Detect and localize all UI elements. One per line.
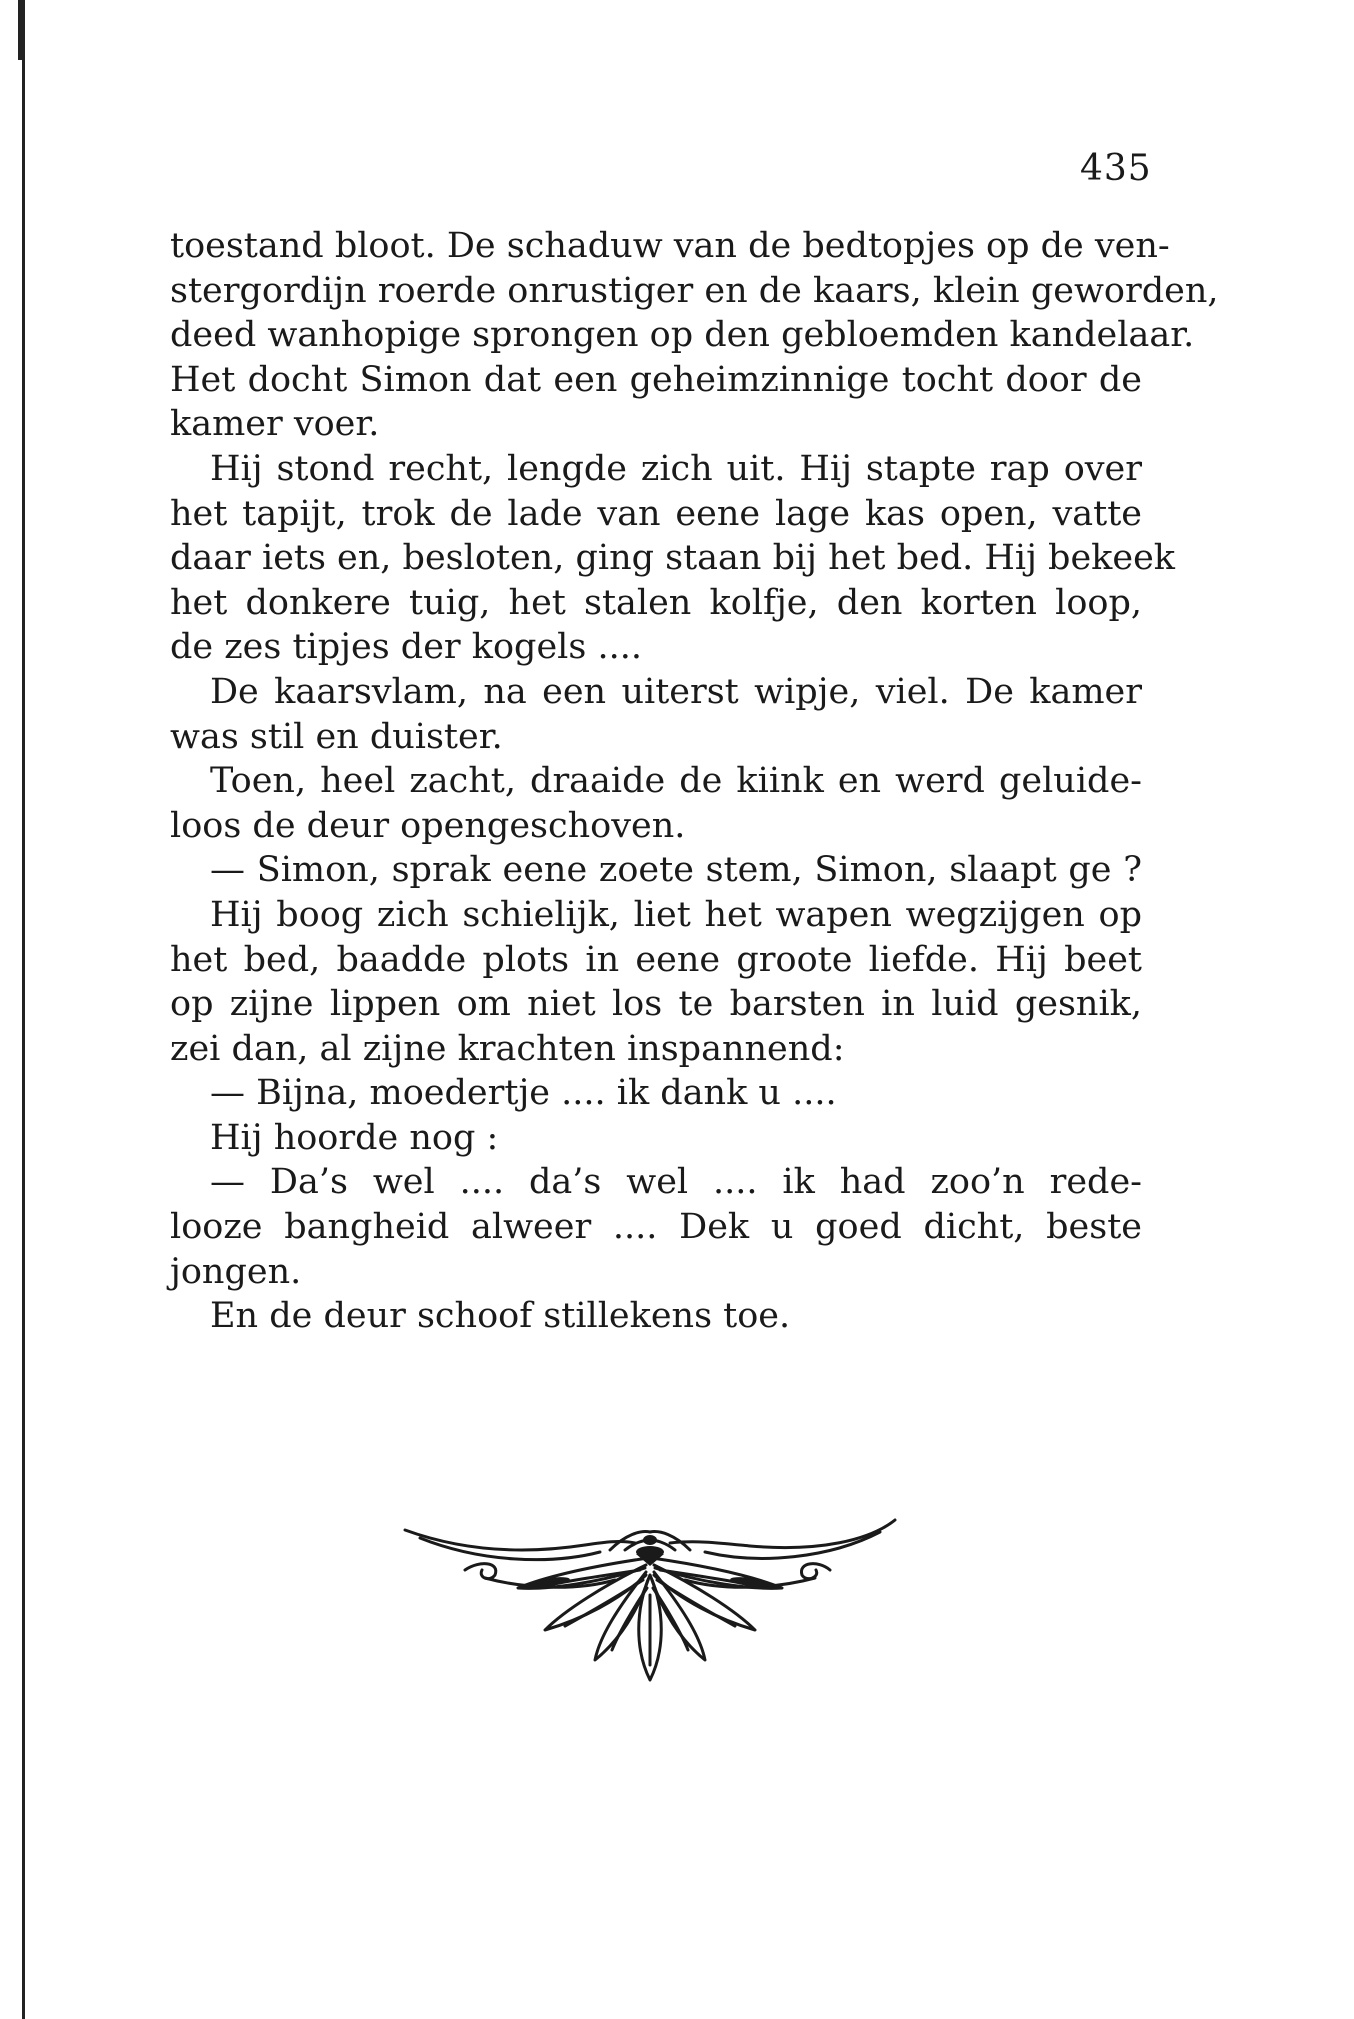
text-line: Hij boog zich schielijk, liet het wapen wegzijgen op bbox=[210, 894, 1142, 935]
text-line: het bed, baadde plots in eene groote liefde. Hij beet bbox=[170, 939, 1142, 980]
text-line: Hij stond recht, lengde zich uit. Hij stapte rap over bbox=[210, 448, 1142, 489]
text-line: Toen, heel zacht, draaide de kiink en werd geluide- bbox=[210, 761, 1142, 802]
text-line: — Da’s wel .... da’s wel .... ik had zoo’n rede- bbox=[210, 1162, 1142, 1203]
text-line: — Bijna, moedertje .... ik dank u .... bbox=[210, 1073, 837, 1114]
text-line: het tapijt, trok de lade van eene lage kas open, vatte bbox=[170, 493, 1142, 534]
text-line: Hij hoorde nog : bbox=[210, 1117, 499, 1158]
text-line: kamer voer. bbox=[170, 404, 380, 445]
body-text bbox=[170, 224, 1219, 1339]
scan-edge bbox=[22, 0, 25, 2019]
text-line: het donkere tuig, het stalen kolfje, den korten loop, bbox=[170, 582, 1142, 623]
text-line: deed wanhopige sprongen op den gebloemden kandelaar. bbox=[170, 315, 1195, 356]
text-line: de zes tipjes der kogels .... bbox=[170, 627, 642, 668]
text-line: zei dan, al zijne krachten inspannend: bbox=[170, 1028, 845, 1069]
text-line: toestand bloot. De schaduw van de bedtopjes op de ven- bbox=[170, 226, 1170, 266]
text-line: was stil en duister. bbox=[170, 716, 503, 757]
text-line: op zijne lippen om niet los te barsten in luid gesnik, bbox=[170, 984, 1142, 1025]
text-line: En de deur schoof stillekens toe. bbox=[210, 1296, 791, 1337]
text-line: stergordijn roerde onrustiger en de kaars, klein geworden, bbox=[170, 270, 1219, 311]
text-line: — Simon, sprak eene zoete stem, Simon, slaapt ge ? bbox=[210, 850, 1142, 891]
text-line: looze bangheid alweer .... Dek u goed dicht, beste bbox=[170, 1207, 1142, 1248]
text-line: De kaarsvlam, na een uiterst wipje, viel. De kamer bbox=[210, 671, 1142, 712]
text-line: daar iets en, besloten, ging staan bij het bed. Hij bekeek bbox=[170, 538, 1176, 579]
text-line: Het docht Simon dat een geheimzinnige tocht door de bbox=[170, 359, 1142, 400]
text-line: loos de deur opengeschoven. bbox=[170, 805, 686, 846]
text-line: jongen. bbox=[170, 1251, 302, 1292]
page-number: 435 bbox=[1080, 148, 1152, 189]
fleuron-icon bbox=[400, 1510, 900, 1685]
